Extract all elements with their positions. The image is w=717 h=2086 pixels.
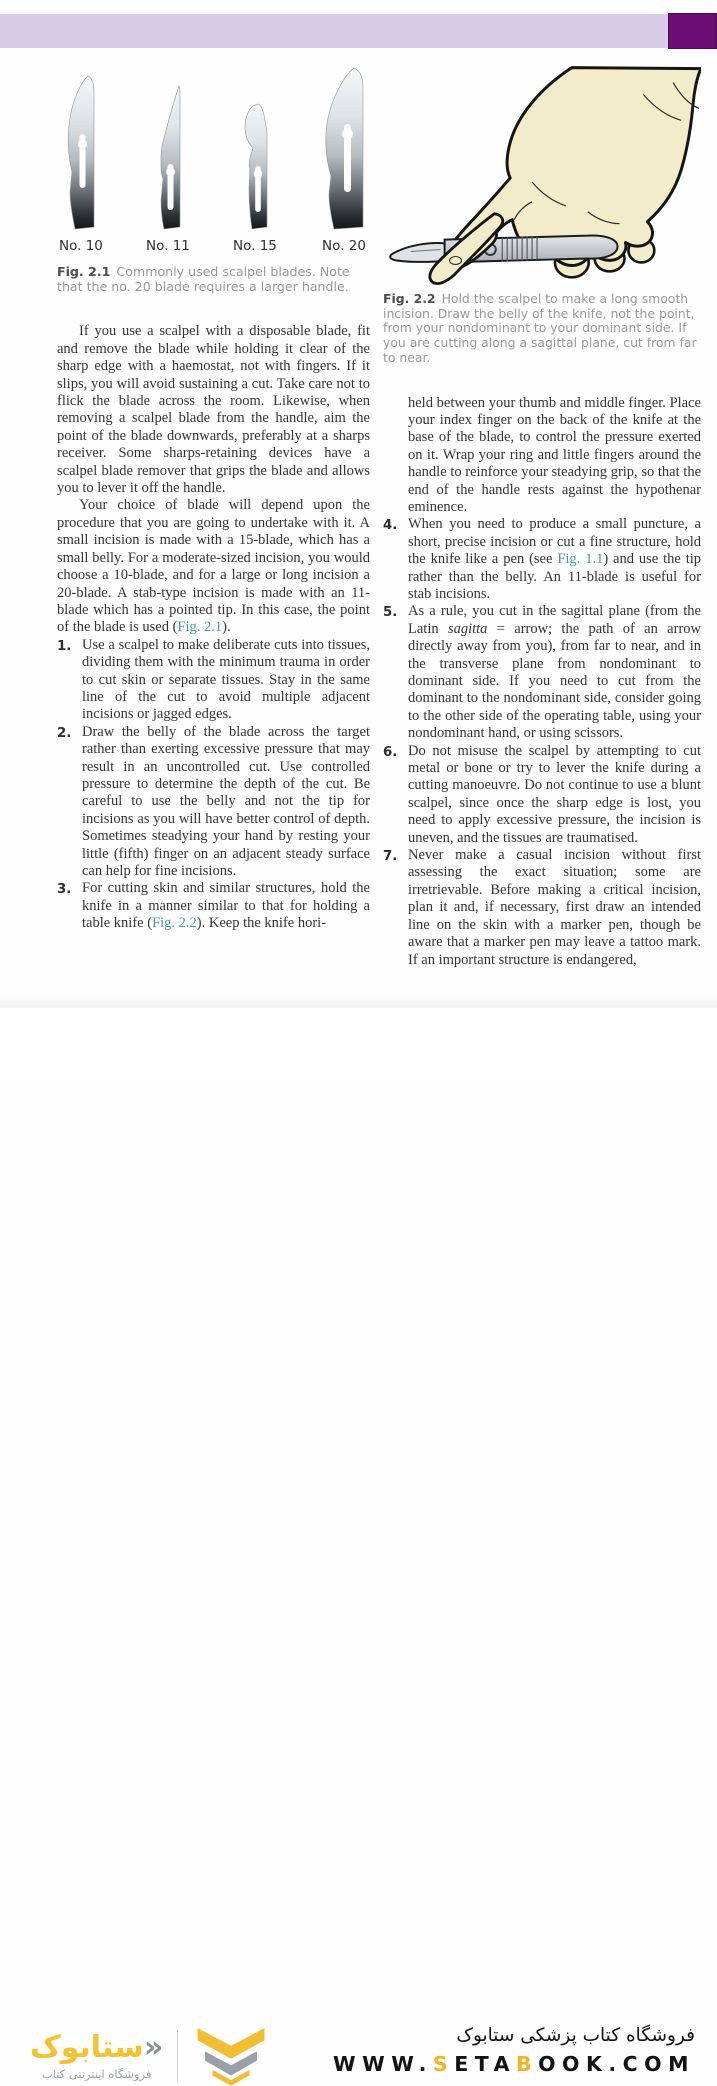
setabook-wordmark-block xyxy=(30,2029,164,2081)
list-number: 1. xyxy=(57,638,72,654)
blade-label: No. 11 xyxy=(146,238,190,254)
logo-divider xyxy=(177,2030,178,2082)
right-body-text xyxy=(383,395,701,969)
figure-link-2-2[interactable]: Fig. 2.2 xyxy=(152,915,197,932)
list-item-3 xyxy=(57,880,370,932)
scalpel-blade-no15-icon xyxy=(239,102,271,232)
list-text-segment: ) and use the tip rather than the belly. An 11-blade is useful for stab incisions. xyxy=(408,551,701,602)
header-bar xyxy=(0,14,717,48)
footer-store-info xyxy=(333,2024,695,2076)
paragraph-text: Your choice of blade will depend upon the procedure that you are going to undertake with it. A small incision is made with a 15-blade, which has a small belly. For a moderate-sized incision, you would choose a 10-blade, and for a large or long incision a 20-blade. A stab-type incision is made with an 11-blade which has a pointed tip. In this case, the point of the blade is used ( xyxy=(57,497,370,636)
logo-arrow-glyph: « xyxy=(143,2029,164,2065)
scalpel-blade-no10-icon xyxy=(64,74,98,232)
list-item-7 xyxy=(383,847,701,969)
figure-link-1-1[interactable]: Fig. 1.1 xyxy=(557,551,604,568)
list-item-3-continuation xyxy=(383,395,701,517)
list-item-1 xyxy=(57,637,370,724)
list-text-segment: ). Keep the knife hori- xyxy=(196,915,327,932)
list-text xyxy=(82,880,370,932)
url-segment: WWW. xyxy=(332,2052,433,2076)
fig-2-1-caption-label: Fig. 2.1 xyxy=(57,264,111,279)
scalpel-icon xyxy=(390,235,617,262)
blade-label: No. 10 xyxy=(59,238,103,254)
url-segment: ETA xyxy=(454,2052,516,2076)
list-number xyxy=(383,395,408,517)
paragraph-text: ). xyxy=(222,619,231,636)
list-number: 6. xyxy=(383,744,398,760)
url-segment: OOK.COM xyxy=(538,2052,695,2076)
list-text xyxy=(408,516,701,603)
store-name-line: فروشگاه کتاب پزشکی ستابوک xyxy=(456,2025,695,2046)
blade-no11 xyxy=(146,84,190,254)
fig-2-1-caption xyxy=(57,264,370,294)
scalpel-blade-no20-icon xyxy=(320,66,368,232)
setabook-logo xyxy=(30,2026,270,2086)
list-text: Never make a casual incision without first assessing the exact situation; some are irretrievable. Before making a critical incision, plan it and, if necessary, first draw an intended line on the skin with a marker pen, though be aware that a marker pen may leave a tattoo mark. If an important structure is endangered, xyxy=(408,847,701,968)
right-column xyxy=(383,64,701,1009)
blade-no20 xyxy=(320,66,368,254)
left-column xyxy=(57,64,370,1009)
blade-no15 xyxy=(233,102,277,254)
list-text: Draw the belly of the blade across the target rather than exerting excessive pressure that may result in an uncontrolled cut. Use controlled pressure to determine the depth of the cut. Be careful to use the belly and not the tip for incisions as you will have better control of depth. Sometimes steadying your hand by resting your little (fifth) finger on an adjacent steady surface can help for fine incisions. xyxy=(82,723,370,879)
fig-2-2-caption-label: Fig. 2.2 xyxy=(383,291,436,306)
list-number: 7. xyxy=(383,849,398,865)
store-url xyxy=(333,2052,695,2076)
blade-no10 xyxy=(59,74,103,254)
page-bottom-shade xyxy=(0,994,717,1008)
url-accent-s: S xyxy=(432,2052,455,2076)
fig-2-2-caption-text: Hold the scalpel to make a long smooth incision. Draw the belly of the knife, not the point, from your nondominant to your dominant side. If you are cutting along a sagittal plane, cut from far to near. xyxy=(383,291,697,365)
list-item-6 xyxy=(383,743,701,847)
list-text xyxy=(408,603,701,742)
fig-2-1-caption-text: Commonly used scalpel blades. Note that the no. 20 blade requires a larger handle. xyxy=(57,264,350,295)
list-text-segment: For cutting skin and similar structures, hold the knife in a manner similar to that for holding a table knife ( xyxy=(82,880,370,932)
latin-term: sagitta xyxy=(447,620,488,637)
setabook-chevron-emblem-icon xyxy=(192,2026,270,2086)
blade-label: No. 20 xyxy=(322,238,366,254)
list-text-segment: = arrow; the path of an arrow directly away from you), from far to near, and in the transverse plane from nondominant to dominant side. If you need to cut from the dominant to the nondominant side, consider going to the other side of the operating table, using your nondominant hand, or using scissors. xyxy=(408,620,701,742)
list-item-4 xyxy=(383,516,701,603)
scalpel-blade-no11-icon xyxy=(153,84,183,232)
fig-2-1-illustration xyxy=(57,64,370,254)
list-text: held between your thumb and middle finger. Place your index finger on the back of the knife at the base of the blade, to control the pressure exerted on it. Wrap your ring and little fingers around the handle to reinforce your steadying grip, so that the end of the handle rests against the hypothenar eminence. xyxy=(408,394,701,515)
figure-link-2-1[interactable]: Fig. 2.1 xyxy=(177,619,223,636)
list-text: Do not misuse the scalpel by attempting to cut metal or bone or try to lever the knife during a cutting manoeuvre. Do not continue to use a blunt scalpel, since once the sharp edge is lost, you need to apply excessive pressure, the incision is uneven, and the tissues are traumatised. xyxy=(408,742,701,846)
list-item-2 xyxy=(57,724,370,881)
logo-wordmark-text: ستابوک xyxy=(30,2029,144,2065)
list-number: 4. xyxy=(383,518,398,534)
list-number: 2. xyxy=(57,725,72,741)
blade-label: No. 15 xyxy=(233,238,277,254)
paragraph: If you use a scalpel with a disposable blade, fit and remove the blade while holding it clear of the sharp edge with a haemostat, not with fingers. If it slips, you will avoid sustaining a cut. Take care not to flick the blade across the room. Likewise, when removing a scalpel blade from the handle, aim the point of the blade downwards, preferably at a sharps receiver. Some sharps-retaining devices have a scalpel blade remover that grips the blade and allows you to lever it off the handle. xyxy=(57,323,370,497)
header-accent-square xyxy=(668,13,717,49)
list-text-segment: As a rule, you cut in the sagittal plane (from the Latin xyxy=(408,603,701,637)
fig-2-2-caption xyxy=(383,292,701,366)
url-accent-b: B xyxy=(515,2052,539,2076)
left-body-text xyxy=(57,323,370,932)
footer xyxy=(0,1008,717,2081)
paragraph xyxy=(57,497,370,636)
fig-2-2-illustration xyxy=(383,64,701,286)
list-number: 5. xyxy=(383,605,398,621)
list-text: Use a scalpel to make deliberate cuts into tissues, dividing them with the minimum trauma in order to cut skin or separate tissues. Stay in the same line of the cut to avoid multiple adjacent incisions or jagged edges. xyxy=(82,636,370,723)
list-text-segment: When you need to produce a small puncture, a short, precise incision or cut a fine structure, hold the knife like a pen (see xyxy=(408,516,701,568)
setabook-wordmark xyxy=(30,2029,164,2065)
list-number: 3. xyxy=(57,882,72,898)
list-item-5 xyxy=(383,603,701,742)
setabook-tagline: فروشگاه اینترنتی کتاب xyxy=(41,2066,152,2081)
